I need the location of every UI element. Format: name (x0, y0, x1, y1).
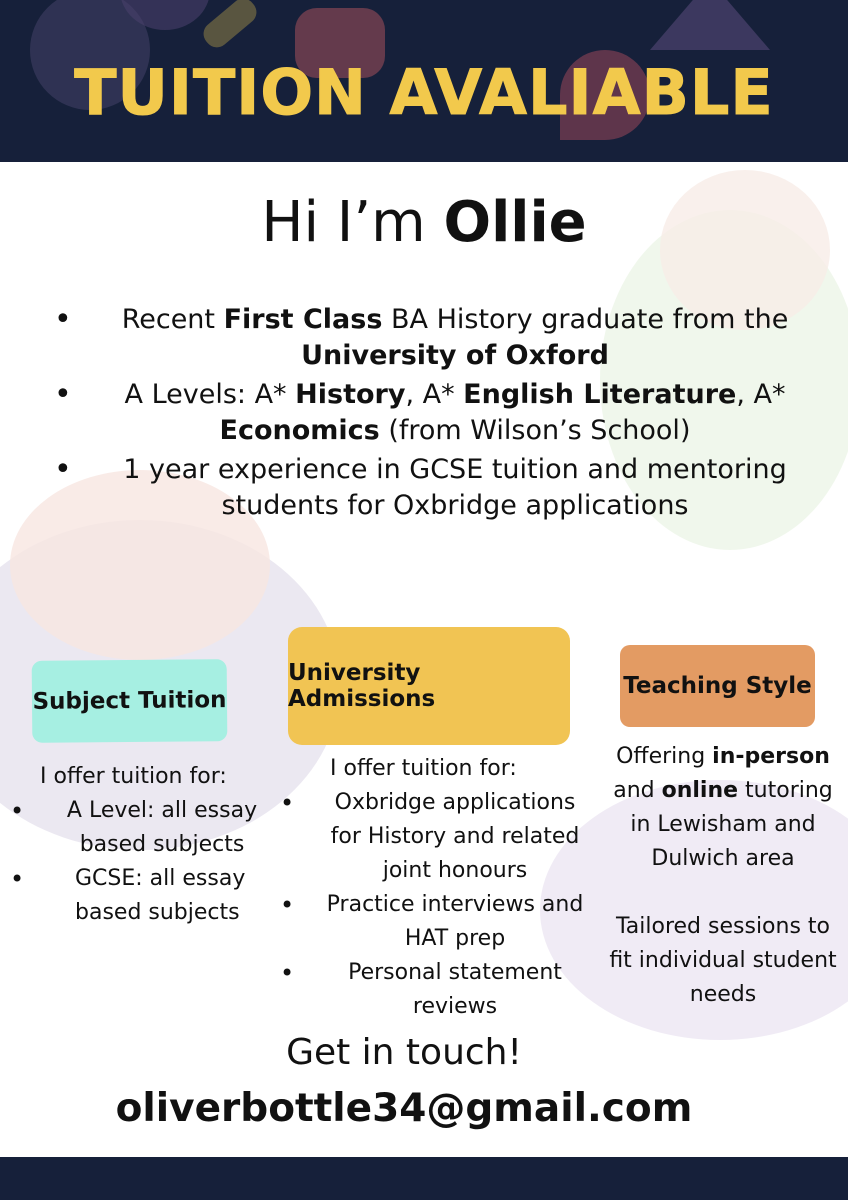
list-item-line: based subjects (75, 900, 240, 925)
text-tailored-2: fit individual student (609, 948, 837, 973)
page-title: TUITION AVALIABLE (74, 56, 774, 129)
list-item-line: GCSE: all essay (75, 866, 246, 891)
list-item (0, 862, 280, 930)
subject-tuition-column (0, 760, 280, 930)
list-item-line: reviews (412, 994, 498, 1019)
subject-tuition-tag (32, 659, 228, 743)
list-item-line: HAT prep (404, 926, 506, 951)
decor-triangle-shape (650, 0, 770, 50)
bullet-dot: • (280, 959, 295, 987)
intro-bullet (40, 377, 830, 449)
university-admissions-label: University Admissions (288, 660, 436, 712)
greeting-prefix: Hi I’m (261, 190, 426, 255)
university-admissions-column (270, 752, 610, 1024)
university-admissions-intro: I offer tuition for: (330, 756, 517, 781)
teaching-style-label: Teaching Style (623, 673, 812, 699)
text: (from Wilson’s School) (379, 415, 691, 446)
footer-bar (0, 1157, 848, 1200)
teaching-style-paragraph-2 (598, 910, 848, 1012)
header-banner (0, 0, 848, 162)
list-item-line: Oxbridge applications (334, 790, 576, 815)
list-item (270, 888, 610, 956)
text-location-2: Dulwich area (651, 846, 795, 871)
text-location-1: in Lewisham and (630, 812, 816, 837)
bold-text: University of Oxford (301, 340, 609, 371)
list-item (0, 794, 280, 862)
list-item-line: Personal statement (348, 960, 562, 985)
bullet-dot: • (10, 797, 25, 825)
text: BA History graduate from the (382, 304, 789, 335)
subject-tuition-label: Subject Tuition (32, 687, 227, 715)
list-item (270, 956, 610, 1024)
bullet-dot: • (280, 789, 295, 817)
text: 1 year experience in GCSE tuition and mentoring students for Oxbridge applications (123, 454, 787, 521)
text-tailored-1: Tailored sessions to (616, 914, 830, 939)
bold-text: First Class (223, 304, 383, 335)
subject-tuition-intro: I offer tuition for: (40, 764, 227, 789)
intro-bullet (40, 452, 830, 524)
greeting-name: Ollie (443, 190, 587, 255)
greeting-heading (0, 190, 848, 255)
teaching-style-column (598, 740, 848, 1012)
text-in-person: in-person (712, 744, 830, 769)
bullet-dot: • (10, 865, 25, 893)
list-item (270, 786, 610, 888)
list-item-line: Practice interviews and (326, 892, 584, 917)
text-offering: Offering (616, 744, 713, 769)
decor-bar-shape (199, 0, 262, 52)
text: A Levels: A* (124, 379, 296, 410)
text-tutoring: tutoring (738, 778, 833, 803)
intro-bullet-list (40, 302, 830, 527)
teaching-style-paragraph-1 (598, 740, 848, 876)
contact-email[interactable]: oliverbottle34@gmail.com (115, 1086, 693, 1131)
text: Recent (121, 304, 224, 335)
list-item-line: joint honours (382, 858, 528, 883)
text: , A* (736, 379, 786, 410)
bullet-dot: • (280, 891, 295, 919)
list-item-line: A Level: all essay (66, 798, 258, 823)
get-in-touch-heading: Get in touch! (286, 1032, 522, 1073)
university-admissions-tag (288, 627, 570, 745)
list-item-line: for History and related (330, 824, 580, 849)
teaching-style-tag (620, 645, 815, 727)
text: , A* (405, 379, 464, 410)
text-tailored-3: needs (689, 982, 757, 1007)
bold-text: Economics (219, 415, 380, 446)
bold-text: History (295, 379, 406, 410)
text-online: online (661, 778, 739, 803)
list-item-line: based subjects (79, 832, 245, 857)
bold-text: English Literature (463, 379, 737, 410)
text-and: and (613, 778, 662, 803)
intro-bullet (40, 302, 830, 374)
